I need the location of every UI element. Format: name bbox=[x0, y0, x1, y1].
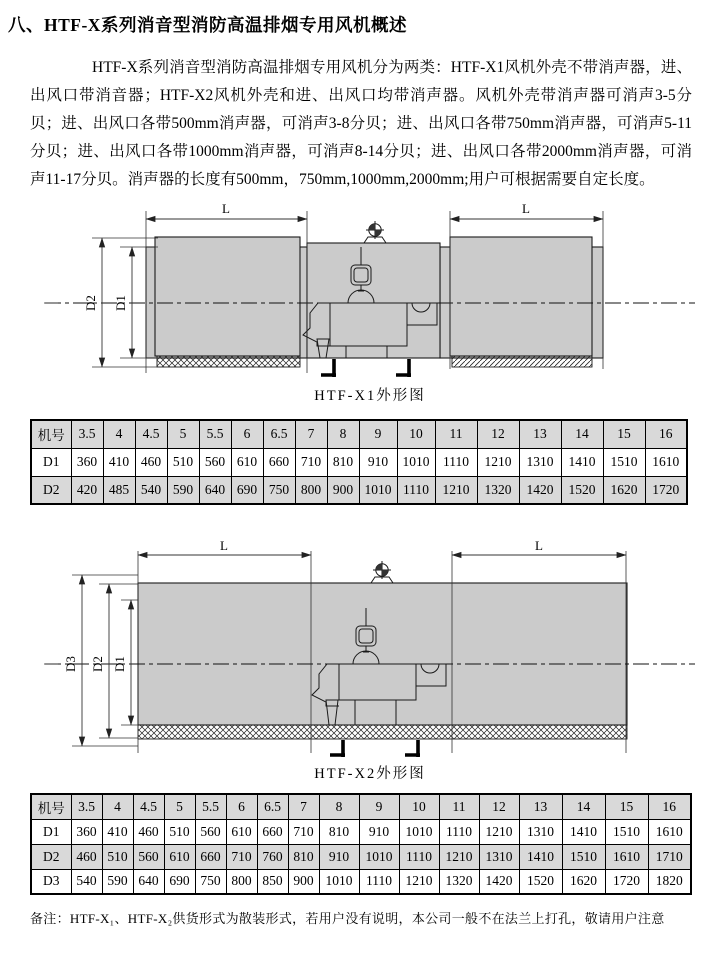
value-cell: 660 bbox=[195, 844, 226, 869]
value-cell: 1610 bbox=[645, 448, 687, 476]
row-label-cell: D3 bbox=[31, 869, 71, 894]
value-cell: 16 bbox=[648, 794, 691, 819]
value-cell: 610 bbox=[226, 819, 257, 844]
value-cell: 660 bbox=[263, 448, 295, 476]
value-cell: 410 bbox=[103, 448, 135, 476]
right-silencer bbox=[440, 237, 603, 367]
value-cell: 1010 bbox=[397, 448, 435, 476]
value-cell: 540 bbox=[135, 476, 167, 504]
value-cell: 1410 bbox=[519, 844, 562, 869]
value-cell: 410 bbox=[102, 819, 133, 844]
value-cell: 1110 bbox=[359, 869, 399, 894]
value-cell: 460 bbox=[133, 819, 164, 844]
value-cell: 510 bbox=[167, 448, 199, 476]
value-cell: 12 bbox=[477, 420, 519, 448]
value-cell: 12 bbox=[479, 794, 519, 819]
value-cell: 6.5 bbox=[257, 794, 288, 819]
value-cell: 360 bbox=[71, 819, 102, 844]
value-cell: 1310 bbox=[479, 844, 519, 869]
left-silencer bbox=[146, 237, 307, 367]
page-title: 八、HTF-X系列消音型消防高温排烟专用风机概述 bbox=[8, 15, 407, 35]
value-cell: 5.5 bbox=[199, 420, 231, 448]
dim-label-l-right: L bbox=[522, 201, 530, 216]
value-cell: 510 bbox=[102, 844, 133, 869]
table-data-row bbox=[31, 869, 691, 894]
value-cell: 810 bbox=[319, 819, 359, 844]
value-cell: 640 bbox=[199, 476, 231, 504]
value-cell: 800 bbox=[295, 476, 327, 504]
dim-label-l-left: L bbox=[220, 541, 228, 553]
casing-hatch-strip bbox=[138, 725, 627, 739]
table-data-row bbox=[31, 844, 691, 869]
table-data-row bbox=[31, 476, 687, 504]
dim-label-d3: D3 bbox=[63, 656, 78, 672]
silenced-casing bbox=[138, 583, 627, 725]
value-cell: 13 bbox=[519, 794, 562, 819]
row-label-cell: D1 bbox=[31, 819, 71, 844]
value-cell: 1620 bbox=[562, 869, 605, 894]
value-cell: 1510 bbox=[605, 819, 648, 844]
value-cell: 13 bbox=[519, 420, 561, 448]
table-data-row bbox=[31, 448, 687, 476]
value-cell: 1310 bbox=[519, 448, 561, 476]
row-label-cell: D2 bbox=[31, 844, 71, 869]
value-cell: 760 bbox=[257, 844, 288, 869]
value-cell: 10 bbox=[399, 794, 439, 819]
value-cell: 6 bbox=[231, 420, 263, 448]
value-cell: 11 bbox=[435, 420, 477, 448]
value-cell: 11 bbox=[439, 794, 479, 819]
value-cell: 5 bbox=[167, 420, 199, 448]
value-cell: 1210 bbox=[477, 448, 519, 476]
value-cell: 560 bbox=[195, 819, 226, 844]
value-cell: 14 bbox=[562, 794, 605, 819]
htf-x2-dimension-table bbox=[30, 793, 692, 895]
dim-label-d2: D2 bbox=[90, 656, 105, 672]
value-cell: 15 bbox=[603, 420, 645, 448]
value-cell: 9 bbox=[359, 420, 397, 448]
row-label-cell: D2 bbox=[31, 476, 71, 504]
dim-label-d1: D1 bbox=[112, 656, 127, 672]
left-silencer-hatch bbox=[157, 356, 300, 367]
value-cell: 7 bbox=[288, 794, 319, 819]
value-cell: 5 bbox=[164, 794, 195, 819]
value-cell: 910 bbox=[319, 844, 359, 869]
value-cell: 1320 bbox=[477, 476, 519, 504]
overview-paragraph: HTF-X系列消音型消防高温排烟专用风机分为两类：HTF-X1风机外壳不带消声器，进、出风口带消音器；HTF-X2风机外壳和进、出风口均带消声器。风机外壳带消声器可消声3-5分贝；进、出风口各带500mm消声器，可消声3-8分贝；进、出风口各带750mm消声器，可消声5-11分贝；进、出风口各带1000mm消声器，可消声8-14分贝；进、出风口各带2000mm消声器，可消声11-17分贝。消声器的长度有500mm，750mm,1000mm,2000mm;用户可根据需要自定长度。 bbox=[30, 59, 692, 188]
value-cell: 690 bbox=[231, 476, 263, 504]
value-cell: 1210 bbox=[439, 844, 479, 869]
value-cell: 1410 bbox=[562, 819, 605, 844]
value-cell: 800 bbox=[226, 869, 257, 894]
value-cell: 8 bbox=[319, 794, 359, 819]
value-cell: 1820 bbox=[648, 869, 691, 894]
value-cell: 850 bbox=[257, 869, 288, 894]
value-cell: 9 bbox=[359, 794, 399, 819]
value-cell: 1420 bbox=[519, 476, 561, 504]
value-cell: 900 bbox=[327, 476, 359, 504]
value-cell: 690 bbox=[164, 869, 195, 894]
table-data-row bbox=[31, 819, 691, 844]
mounting-feet bbox=[330, 740, 420, 757]
value-cell: 900 bbox=[288, 869, 319, 894]
value-cell: 1610 bbox=[648, 819, 691, 844]
value-cell: 6.5 bbox=[263, 420, 295, 448]
value-cell: 810 bbox=[327, 448, 359, 476]
value-cell: 1010 bbox=[319, 869, 359, 894]
value-cell: 610 bbox=[164, 844, 195, 869]
value-cell: 560 bbox=[133, 844, 164, 869]
value-cell: 460 bbox=[71, 844, 102, 869]
row-label-cell: D1 bbox=[31, 448, 71, 476]
value-cell: 540 bbox=[71, 869, 102, 894]
right-silencer-hatch bbox=[452, 356, 592, 367]
value-cell: 750 bbox=[195, 869, 226, 894]
value-cell: 1620 bbox=[603, 476, 645, 504]
value-cell: 7 bbox=[295, 420, 327, 448]
value-cell: 750 bbox=[263, 476, 295, 504]
value-cell: 710 bbox=[295, 448, 327, 476]
value-cell: 4 bbox=[103, 420, 135, 448]
value-cell: 1010 bbox=[359, 476, 397, 504]
value-cell: 3.5 bbox=[71, 420, 103, 448]
value-cell: 1510 bbox=[562, 844, 605, 869]
value-cell: 15 bbox=[605, 794, 648, 819]
dim-label-d2: D2 bbox=[83, 295, 98, 311]
table-header-row bbox=[31, 794, 691, 819]
value-cell: 710 bbox=[226, 844, 257, 869]
value-cell: 1510 bbox=[603, 448, 645, 476]
htf-x2-caption: HTF-X2外形图 bbox=[314, 766, 426, 782]
dim-label-d1: D1 bbox=[113, 295, 128, 311]
dim-label-l-right: L bbox=[535, 541, 543, 553]
value-cell: 4 bbox=[102, 794, 133, 819]
value-cell: 660 bbox=[257, 819, 288, 844]
htf-x1-outline-drawing bbox=[40, 201, 700, 383]
value-cell: 1210 bbox=[435, 476, 477, 504]
value-cell: 1110 bbox=[439, 819, 479, 844]
value-cell: 485 bbox=[103, 476, 135, 504]
value-cell: 8 bbox=[327, 420, 359, 448]
value-cell: 710 bbox=[288, 819, 319, 844]
value-cell: 1420 bbox=[479, 869, 519, 894]
row-label-cell: 机号 bbox=[31, 420, 71, 448]
htf-x1-dimension-table bbox=[30, 419, 688, 505]
value-cell: 10 bbox=[397, 420, 435, 448]
value-cell: 14 bbox=[561, 420, 603, 448]
value-cell: 910 bbox=[359, 448, 397, 476]
value-cell: 1010 bbox=[399, 819, 439, 844]
value-cell: 4.5 bbox=[135, 420, 167, 448]
value-cell: 1110 bbox=[399, 844, 439, 869]
value-cell: 1520 bbox=[519, 869, 562, 894]
value-cell: 1320 bbox=[439, 869, 479, 894]
footnote: 备注：HTF-X₁、HTF-X₂供货形式为散装形式，若用户没有说明，本公司一般不在法兰上打孔，敬请用户注意 bbox=[30, 911, 665, 926]
value-cell: 640 bbox=[133, 869, 164, 894]
value-cell: 1210 bbox=[399, 869, 439, 894]
mounting-feet bbox=[321, 359, 411, 377]
valve-wheel-icon bbox=[364, 221, 386, 243]
value-cell: 1110 bbox=[435, 448, 477, 476]
value-cell: 1720 bbox=[645, 476, 687, 504]
value-cell: 5.5 bbox=[195, 794, 226, 819]
htf-x1-caption: HTF-X1外形图 bbox=[314, 388, 426, 404]
value-cell: 1110 bbox=[397, 476, 435, 504]
row-label-cell: 机号 bbox=[31, 794, 71, 819]
value-cell: 4.5 bbox=[133, 794, 164, 819]
value-cell: 1210 bbox=[479, 819, 519, 844]
valve-wheel-icon bbox=[371, 561, 393, 583]
value-cell: 360 bbox=[71, 448, 103, 476]
value-cell: 590 bbox=[167, 476, 199, 504]
value-cell: 610 bbox=[231, 448, 263, 476]
value-cell: 810 bbox=[288, 844, 319, 869]
value-cell: 1010 bbox=[359, 844, 399, 869]
value-cell: 1720 bbox=[605, 869, 648, 894]
value-cell: 590 bbox=[102, 869, 133, 894]
value-cell: 6 bbox=[226, 794, 257, 819]
value-cell: 460 bbox=[135, 448, 167, 476]
value-cell: 1310 bbox=[519, 819, 562, 844]
value-cell: 510 bbox=[164, 819, 195, 844]
value-cell: 560 bbox=[199, 448, 231, 476]
table-header-row bbox=[31, 420, 687, 448]
value-cell: 420 bbox=[71, 476, 103, 504]
value-cell: 910 bbox=[359, 819, 399, 844]
value-cell: 3.5 bbox=[71, 794, 102, 819]
value-cell: 1710 bbox=[648, 844, 691, 869]
htf-x2-outline-drawing bbox=[40, 541, 700, 761]
value-cell: 16 bbox=[645, 420, 687, 448]
value-cell: 1610 bbox=[605, 844, 648, 869]
value-cell: 1520 bbox=[561, 476, 603, 504]
dim-label-l-left: L bbox=[222, 201, 230, 216]
value-cell: 1410 bbox=[561, 448, 603, 476]
